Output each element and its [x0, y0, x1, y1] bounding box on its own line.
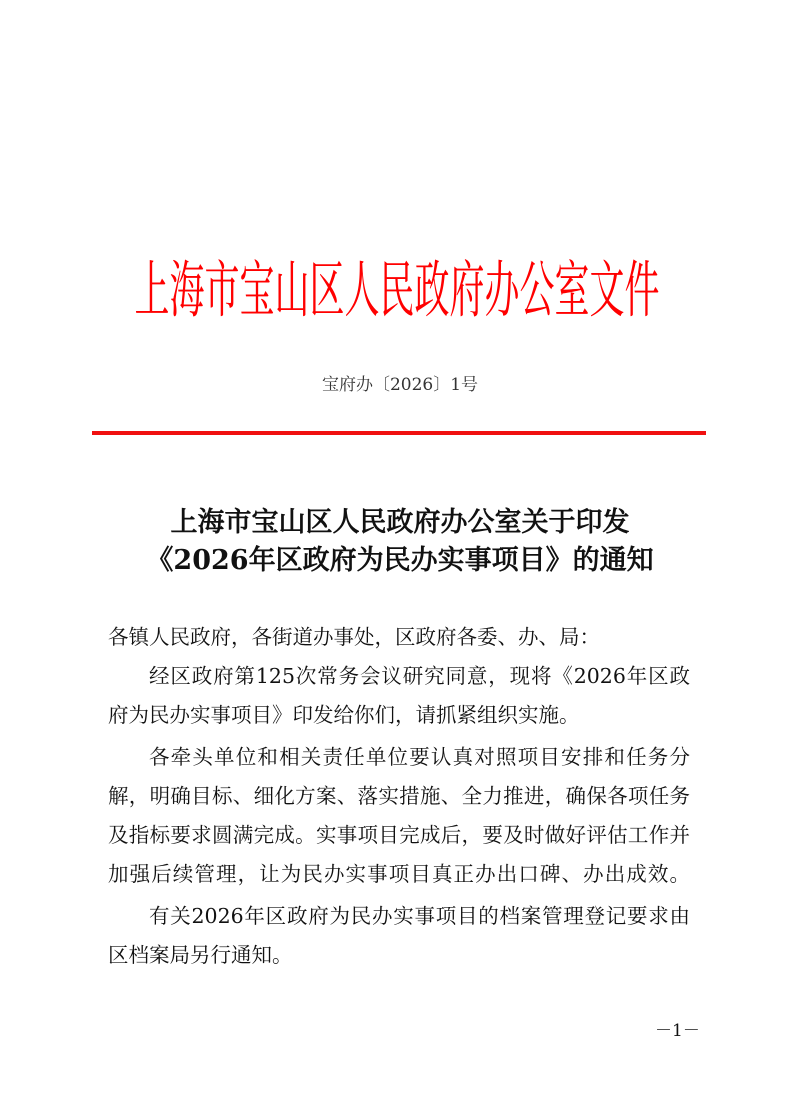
document-number: 宝府办〔2026〕1号: [321, 375, 479, 395]
page-number: －1－: [655, 1021, 700, 1041]
addressee-line: 各镇人民政府，各街道办事处，区政府各委、办、局：: [108, 625, 600, 649]
paragraph-2-line-4: 加强后续管理，让为民办实事项目真正办出口碑、办出成效。: [108, 862, 690, 886]
red-separator-line: [92, 431, 706, 435]
paragraph-3-line-1: 有关2026年区政府为民办实事项目的档案管理登记要求由: [149, 904, 690, 928]
issuer-header-title: 上海市宝山区人民政府办公室文件: [134, 256, 660, 327]
paragraph-1-line-2: 府为民办实事项目》印发给你们，请抓紧组织实施。: [108, 703, 580, 727]
paragraph-2-line-2: 解，明确目标、细化方案、落实措施、全力推进，确保各项任务: [108, 784, 690, 808]
paragraph-1-line-1: 经区政府第125次常务会议研究同意，现将《2026年区政: [149, 664, 690, 688]
notice-title-line-1: 上海市宝山区人民政府办公室关于印发: [170, 507, 630, 538]
paragraph-2-line-1: 各牵头单位和相关责任单位要认真对照项目安排和任务分: [149, 745, 690, 769]
paragraph-2-line-3: 及指标要求圆满完成。实事项目完成后，要及时做好评估工作并: [108, 823, 690, 847]
notice-title-line-2: 《2026年区政府为民办实事项目》的通知: [146, 545, 654, 576]
paragraph-3-line-2: 区档案局另行通知。: [108, 943, 293, 967]
